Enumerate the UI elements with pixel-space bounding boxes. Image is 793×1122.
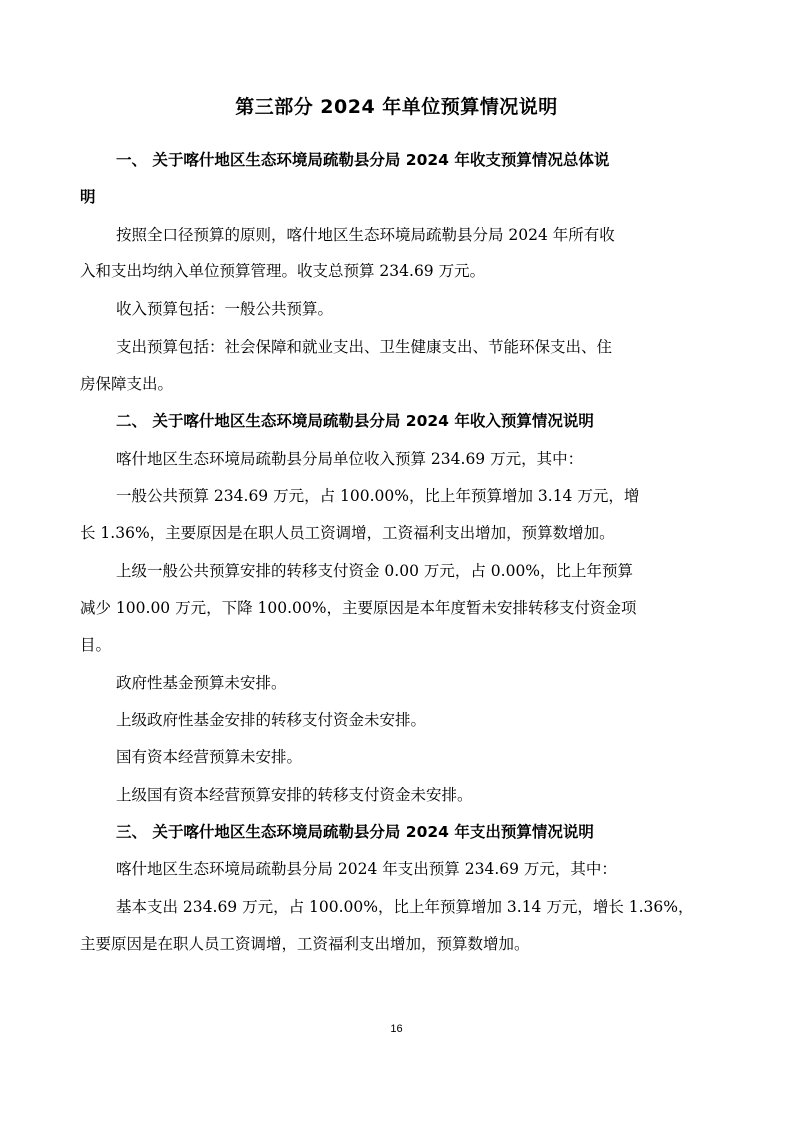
paragraph-line: 政府性基金预算未安排。 (116, 674, 287, 692)
paragraph-line: 上级政府性基金安排的转移支付资金未安排。 (116, 711, 427, 729)
paragraph-line: 长 1.36%，主要原因是在职人员工资调增，工资福利支出增加，预算数增加。 (80, 524, 615, 542)
page-title: 第三部分 2024 年单位预算情况说明 (235, 96, 558, 118)
paragraph-line: 按照全口径预算的原则，喀什地区生态环境局疏勒县分局 2024 年所有收 (116, 226, 615, 244)
paragraph-line: 主要原因是在职人员工资调增，工资福利支出增加，预算数增加。 (80, 935, 530, 953)
paragraph-line: 基本支出 234.69 万元，占 100.00%，比上年预算增加 3.14 万元，增长 1.36%， (116, 898, 694, 916)
paragraph-line: 喀什地区生态环境局疏勒县分局单位收入预算 234.69 万元，其中： (116, 450, 584, 468)
paragraph-line: 国有资本经营预算未安排。 (116, 748, 303, 766)
section-3-heading: 三、 关于喀什地区生态环境局疏勒县分局 2024 年支出预算情况说明 (116, 823, 594, 841)
paragraph-line: 支出预算包括：社会保障和就业支出、卫生健康支出、节能环保支出、住 (116, 338, 613, 356)
paragraph-line: 一般公共预算 234.69 万元，占 100.00%，比上年预算增加 3.14 万元，增 (116, 487, 640, 505)
paragraph-line: 房保障支出。 (80, 375, 174, 393)
section-1-heading-line-2: 明 (80, 188, 96, 206)
section-2-heading: 二、 关于喀什地区生态环境局疏勒县分局 2024 年收入预算情况说明 (116, 412, 594, 430)
paragraph-line: 目。 (80, 636, 112, 654)
section-1-heading-line-1: 一、 关于喀什地区生态环境局疏勒县分局 2024 年收支预算情况总体说 (116, 151, 610, 169)
paragraph-line: 入和支出均纳入单位预算管理。收支总预算 234.69 万元。 (80, 262, 486, 280)
paragraph-line: 上级一般公共预算安排的转移支付资金 0.00 万元，占 0.00%，比上年预算 (116, 562, 634, 580)
page-number: 16 (390, 1023, 403, 1035)
paragraph-line: 上级国有资本经营预算安排的转移支付资金未安排。 (116, 786, 473, 804)
paragraph-line: 收入预算包括：一般公共预算。 (116, 300, 334, 318)
paragraph-line: 减少 100.00 万元，下降 100.00%，主要原因是本年度暂未安排转移支付资金项 (80, 599, 637, 617)
paragraph-line: 喀什地区生态环境局疏勒县分局 2024 年支出预算 234.69 万元，其中： (116, 860, 617, 878)
